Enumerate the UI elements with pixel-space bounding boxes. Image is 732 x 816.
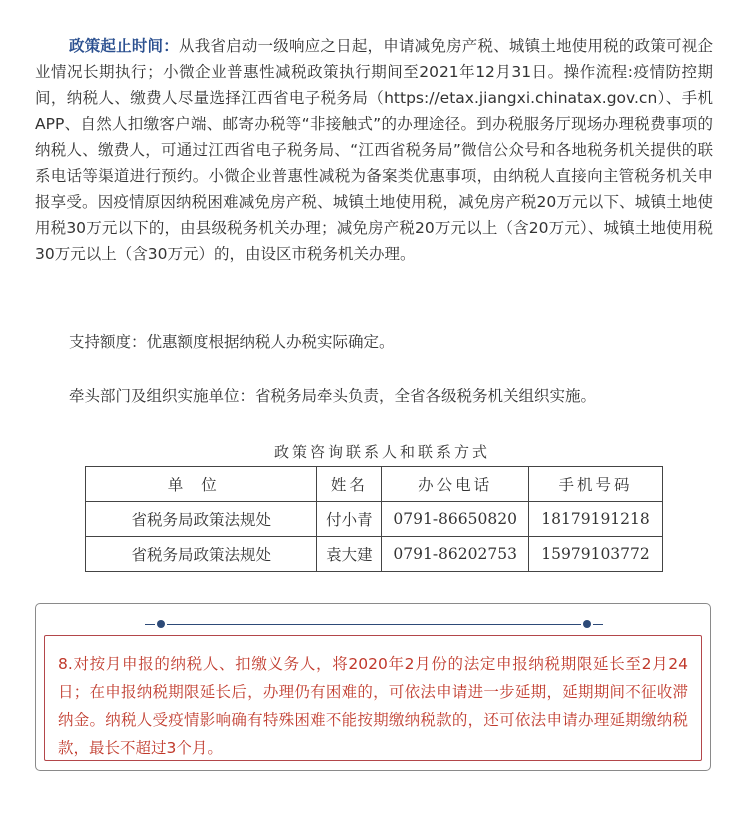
policy-period-heading: 政策起止时间：: [69, 37, 179, 55]
cell-office-phone: 0791-86202753: [382, 537, 529, 572]
cell-mobile: 18179191218: [529, 502, 663, 537]
notice-text: 8.对按月申报的纳税人、扣缴义务人，将2020年2月份的法定申报纳税期限延长至2月24日；在申报纳税期限延长后，办理仍有困难的，可依法申请进一步延期，延期期间不征收滞纳金。纳税人受疫情影响确有特殊困难不能按期缴纳税款的，还可依法申请办理延期缴纳税款，最长不超过3个月。: [58, 655, 688, 757]
cell-name: 袁大建: [317, 537, 382, 572]
contact-table-caption: 政策咨询联系人和联系方式: [273, 443, 490, 461]
support-amount-paragraph: 支持额度：优惠额度根据纳税人办税实际确定。: [69, 333, 395, 351]
header-mobile: 手机号码: [529, 467, 663, 502]
cell-unit: 省税务局政策法规处: [86, 502, 317, 537]
divider-dot-left-icon: [157, 620, 165, 628]
header-name: 姓名: [317, 467, 382, 502]
policy-period-body: 从我省启动一级响应之日起，申请减免房产税、城镇土地使用税的政策可视企业情况长期执行；小微企业普惠性减税政策执行期间至2021年12月31日。操作流程:疫情防控期间，纳税人、缴费人尽量选择江西省电子税务局（https://etax.jiangxi.chinatax.gov.cn）、手机APP、自然人扣缴客户端、邮寄办税等“非接触式”的办理途径。到办税服务厅现场办理税费事项的纳税人、缴费人，可通过江西省电子税务局、“江西省税务局”微信公众号和各地税务机关提供的联系电话等渠道进行预约。小微企业普惠性减税为备案类优惠事项，由纳税人直接向主管税务机关申报享受。因疫情原因纳税困难减免房产税、城镇土地使用税，减免房产税20万元以下、城镇土地使用税30万元以下的，由县级税务机关办理；减免房产税20万元以上（含20万元）、城镇土地使用税30万元以上（含30万元）的，由设区市税务机关办理。: [35, 37, 713, 263]
decorative-divider: [145, 617, 603, 633]
table-row: [86, 502, 663, 537]
header-unit: 单位: [86, 467, 317, 502]
contact-table: [85, 466, 663, 572]
contact-table-section: [85, 438, 663, 572]
contact-table-header-row: [86, 467, 663, 502]
notice-box: [35, 603, 711, 771]
divider-line-left-stub: [145, 624, 155, 625]
policy-period-paragraph: [35, 33, 713, 267]
divider-dot-right-icon: [583, 620, 591, 628]
lead-department-paragraph: 牵头部门及组织实施单位：省税务局牵头负责，全省各级税务机关组织实施。: [69, 387, 597, 405]
cell-name: 付小青: [317, 502, 382, 537]
divider-line-right-stub: [593, 624, 603, 625]
cell-unit: 省税务局政策法规处: [86, 537, 317, 572]
divider-line-main: [167, 624, 581, 625]
cell-mobile: 15979103772: [529, 537, 663, 572]
table-row: [86, 537, 663, 572]
header-office-phone: 办公电话: [382, 467, 529, 502]
cell-office-phone: 0791-86650820: [382, 502, 529, 537]
